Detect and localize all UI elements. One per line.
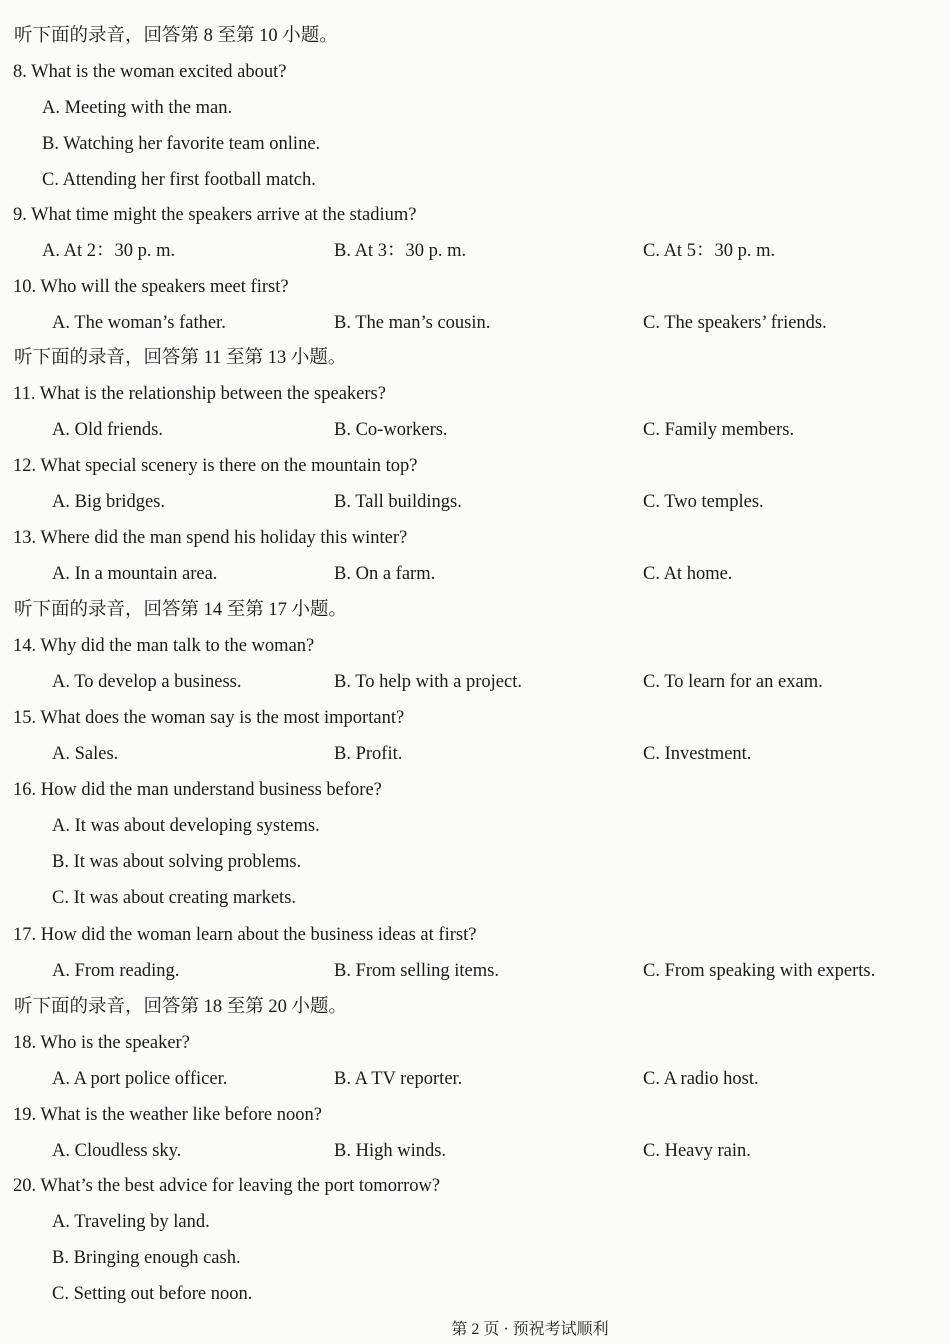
- option-a: A. From reading.: [52, 961, 180, 981]
- question-13: 13. Where did the man spend his holiday this winter?: [13, 528, 408, 548]
- section-instruction: 听下面的录音，回答第 11 至第 13 小题。: [14, 348, 347, 368]
- option-b: B. Tall buildings.: [334, 492, 462, 512]
- option-b: B. To help with a project.: [334, 672, 522, 692]
- option-row: [0, 808, 950, 844]
- question-12: 12. What special scenery is there on the mountain top?: [13, 456, 418, 476]
- option-a: A. The woman’s father.: [52, 313, 226, 333]
- section-instruction: 听下面的录音，回答第 14 至第 17 小题。: [14, 600, 348, 620]
- question-10: 10. Who will the speakers meet first?: [13, 277, 289, 297]
- question-11: 11. What is the relationship between the speakers?: [13, 384, 386, 404]
- option-row: [0, 412, 950, 448]
- option-row: [0, 1133, 950, 1169]
- option-row: [0, 1240, 950, 1276]
- option-c: C. Two temples.: [643, 492, 764, 512]
- question-9: 9. What time might the speakers arrive at the stadium?: [13, 205, 417, 225]
- option-c: C. Setting out before noon.: [52, 1284, 253, 1304]
- option-c: C. Family members.: [643, 420, 795, 440]
- option-c: C. At 5：30 p. m.: [643, 241, 776, 261]
- option-c: C. Investment.: [643, 744, 752, 764]
- question-15: 15. What does the woman say is the most important?: [13, 708, 405, 728]
- option-b: B. The man’s cousin.: [334, 313, 491, 333]
- option-row: [0, 664, 950, 700]
- option-b: B. From selling items.: [334, 961, 499, 981]
- option-row: [0, 844, 950, 880]
- option-c: C. Heavy rain.: [643, 1141, 751, 1161]
- option-b: B. On a farm.: [334, 564, 436, 584]
- question-14: 14. Why did the man talk to the woman?: [13, 636, 315, 656]
- option-c: C. It was about creating markets.: [52, 888, 297, 908]
- option-row: [0, 233, 950, 269]
- option-c: C. To learn for an exam.: [643, 672, 823, 692]
- question-18: 18. Who is the speaker?: [13, 1033, 190, 1053]
- option-b: B. At 3：30 p. m.: [334, 241, 467, 261]
- option-b: B. Watching her favorite team online.: [42, 134, 321, 154]
- option-a: A. Old friends.: [52, 420, 163, 440]
- option-c: C. Attending her first football match.: [42, 170, 316, 190]
- option-row: [0, 1061, 950, 1097]
- question-19: 19. What is the weather like before noon?: [13, 1105, 322, 1125]
- option-c: C. The speakers’ friends.: [643, 313, 827, 333]
- option-a: A. Sales.: [52, 744, 119, 764]
- option-row: [0, 90, 950, 126]
- option-a: A. At 2：30 p. m.: [42, 241, 176, 261]
- question-20: 20. What’s the best advice for leaving the port tomorrow?: [13, 1176, 441, 1196]
- option-c: C. A radio host.: [643, 1069, 759, 1089]
- question-8: 8. What is the woman excited about?: [13, 62, 287, 82]
- section-instruction: 听下面的录音，回答第 8 至第 10 小题。: [14, 26, 338, 46]
- option-b: B. High winds.: [334, 1141, 447, 1161]
- option-row: [0, 880, 950, 916]
- option-b: B. Bringing enough cash.: [52, 1248, 241, 1268]
- option-b: B. A TV reporter.: [334, 1069, 463, 1089]
- option-a: A. Cloudless sky.: [52, 1141, 182, 1161]
- option-a: A. Traveling by land.: [52, 1212, 210, 1232]
- question-16: 16. How did the man understand business before?: [13, 780, 382, 800]
- option-row: [0, 126, 950, 162]
- option-b: B. Co-workers.: [334, 420, 448, 440]
- option-row: [0, 162, 950, 198]
- option-c: C. At home.: [643, 564, 733, 584]
- page-footer: 第 2 页 · 预祝考试顺利: [451, 1321, 609, 1338]
- option-row: [0, 556, 950, 592]
- option-a: A. A port police officer.: [52, 1069, 228, 1089]
- question-17: 17. How did the woman learn about the business ideas at first?: [13, 925, 477, 945]
- option-a: A. It was about developing systems.: [52, 816, 320, 836]
- option-a: A. To develop a business.: [52, 672, 242, 692]
- option-row: [0, 953, 950, 989]
- option-row: [0, 736, 950, 772]
- option-a: A. In a mountain area.: [52, 564, 218, 584]
- option-a: A. Meeting with the man.: [42, 98, 233, 118]
- option-c: C. From speaking with experts.: [643, 961, 876, 981]
- option-row: [0, 1204, 950, 1240]
- option-b: B. Profit.: [334, 744, 403, 764]
- option-b: B. It was about solving problems.: [52, 852, 302, 872]
- section-instruction: 听下面的录音，回答第 18 至第 20 小题。: [14, 997, 348, 1017]
- option-a: A. Big bridges.: [52, 492, 166, 512]
- option-row: [0, 1276, 950, 1312]
- option-row: [0, 305, 950, 341]
- option-row: [0, 484, 950, 520]
